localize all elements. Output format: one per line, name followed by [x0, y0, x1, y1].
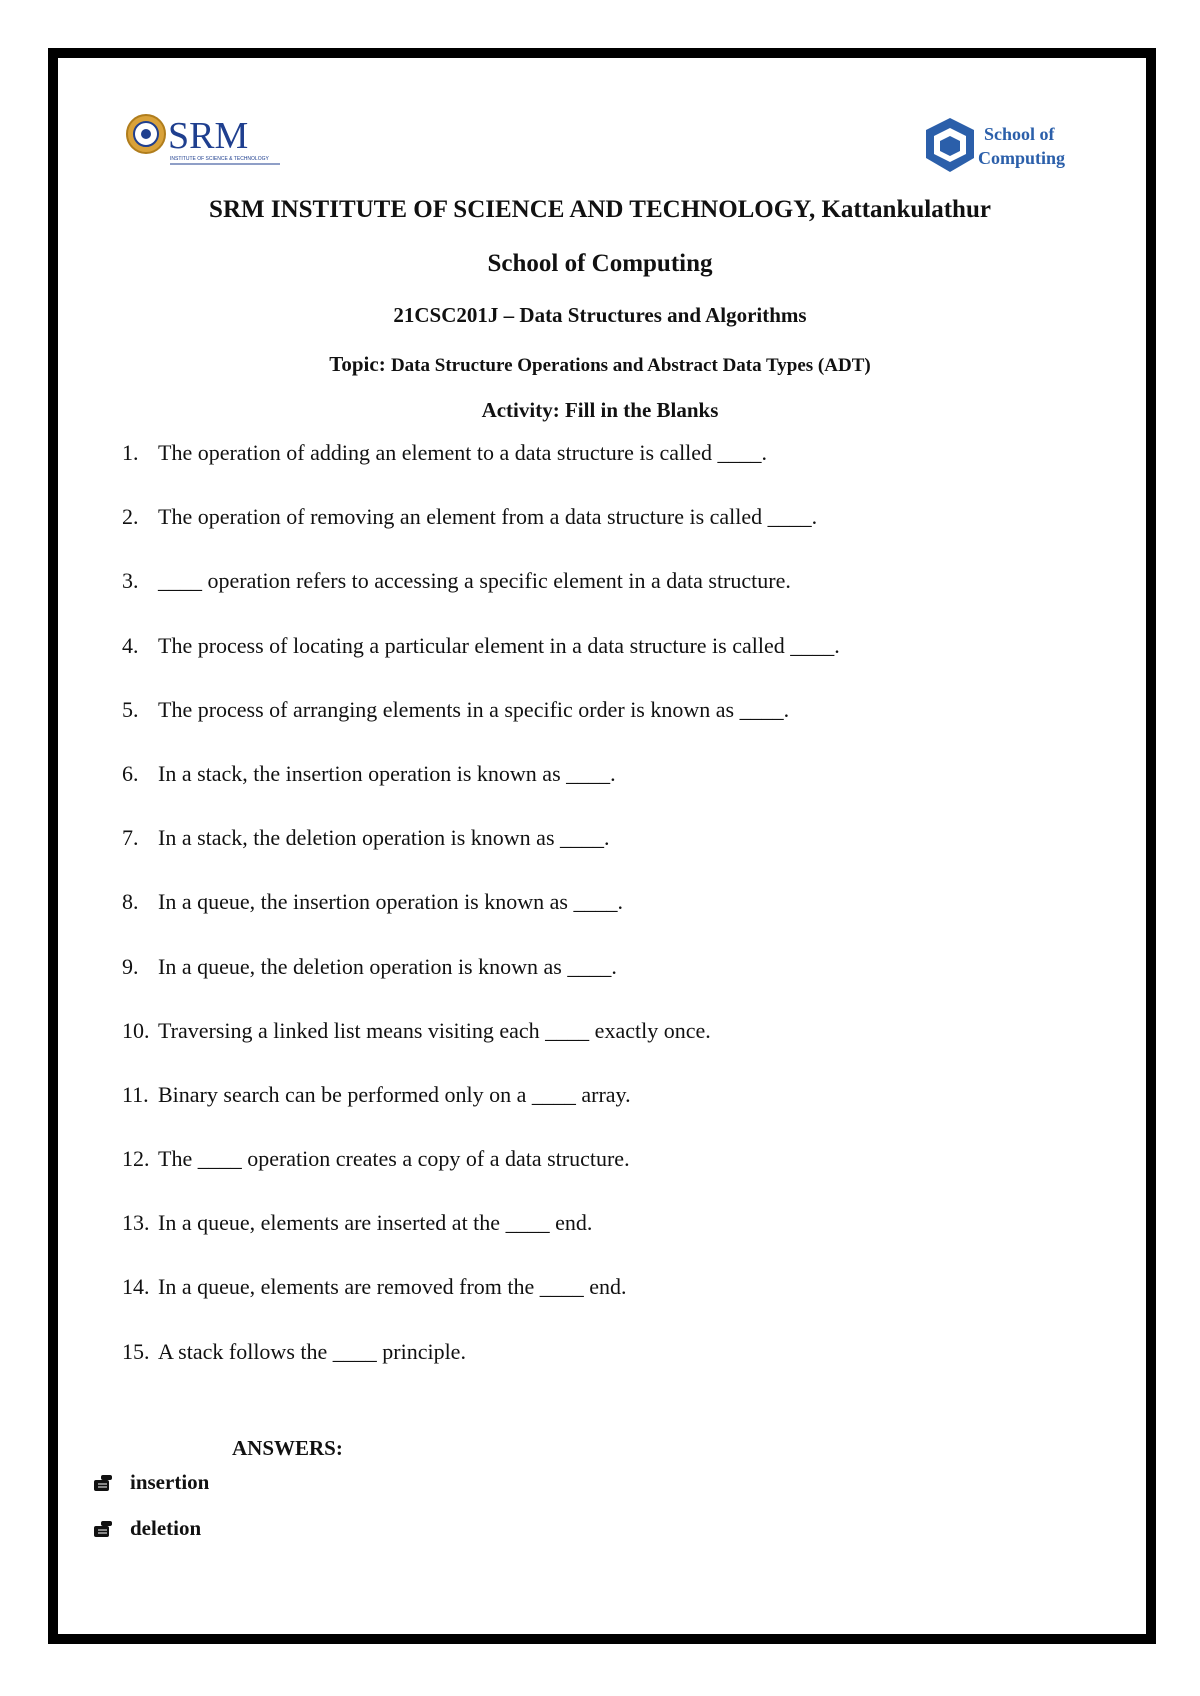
question-text: A stack follows the ____ principle. — [158, 1338, 466, 1364]
question-text: In a queue, the insertion operation is known as ____. — [158, 889, 623, 915]
school-title: School of Computing — [487, 250, 713, 277]
topic-value: Data Structure Operations and Abstract Data Types (ADT) — [390, 355, 871, 376]
topic-label: Topic: — [329, 352, 386, 376]
question-item — [122, 887, 1082, 951]
answer-item — [92, 1516, 201, 1541]
question-text: In a stack, the insertion operation is known as ____. — [158, 760, 616, 786]
question-text: In a queue, elements are inserted at the ____ end. — [158, 1210, 593, 1236]
question-number: 7. — [122, 825, 139, 851]
question-item — [122, 631, 1082, 695]
question-list — [122, 438, 1082, 1401]
answers-title: ANSWERS: — [232, 1436, 343, 1460]
school-of-computing-logo — [922, 114, 1082, 180]
institute-title: SRM INSTITUTE OF SCIENCE AND TECHNOLOGY, Kattankulathur — [209, 196, 991, 223]
question-number: 6. — [122, 760, 139, 786]
question-text: Binary search can be performed only on a ____ array. — [158, 1081, 631, 1107]
soc-logo-line2: Computing — [978, 148, 1066, 168]
question-number: 12. — [122, 1146, 150, 1172]
question-number: 2. — [122, 504, 139, 530]
question-number: 11. — [122, 1081, 149, 1107]
question-number: 9. — [122, 953, 139, 979]
question-text: The process of arranging elements in a specific order is known as ____. — [158, 696, 790, 722]
srm-logo-subtext: INSTITUTE OF SCIENCE & TECHNOLOGY — [170, 156, 269, 162]
question-number: 10. — [122, 1017, 150, 1043]
question-item — [122, 1208, 1082, 1272]
cube-icon — [926, 118, 974, 172]
question-text: The ____ operation creates a copy of a data structure. — [158, 1146, 630, 1172]
question-text: In a stack, the deletion operation is known as ____. — [158, 825, 610, 851]
question-item — [122, 823, 1082, 887]
question-item — [122, 566, 1082, 630]
question-item — [122, 1144, 1082, 1208]
answer-item — [92, 1470, 209, 1495]
question-item — [122, 1080, 1082, 1144]
answer-text: deletion — [130, 1516, 202, 1540]
question-number: 3. — [122, 568, 139, 594]
question-item — [122, 952, 1082, 1016]
pointing-hand-icon — [92, 1472, 114, 1494]
srm-logo — [124, 110, 284, 170]
question-number: 4. — [122, 632, 139, 658]
question-item — [122, 695, 1082, 759]
activity-title: Activity: Fill in the Blanks — [481, 398, 719, 422]
question-item — [122, 502, 1082, 566]
question-item — [122, 1272, 1082, 1336]
question-item — [122, 1016, 1082, 1080]
question-text: In a queue, elements are removed from the ____ end. — [158, 1274, 627, 1300]
question-number: 5. — [122, 696, 139, 722]
question-text: The operation of adding an element to a data structure is called ____. — [158, 440, 768, 465]
srm-seal-icon — [127, 115, 165, 153]
answer-text: insertion — [130, 1470, 210, 1494]
question-number: 13. — [122, 1210, 150, 1236]
question-text: The process of locating a particular element in a data structure is called ____. — [158, 632, 840, 658]
course-title: 21CSC201J – Data Structures and Algorithms — [393, 303, 807, 327]
question-text: ____ operation refers to accessing a specific element in a data structure. — [158, 568, 791, 594]
question-number: 15. — [122, 1338, 150, 1364]
soc-logo-line1: School of — [984, 124, 1055, 144]
question-text: The operation of removing an element from a data structure is called ____. — [158, 504, 818, 530]
question-item — [122, 1337, 1082, 1401]
topic-line — [60, 352, 1140, 377]
question-number: 14. — [122, 1274, 150, 1300]
question-number: 1. — [122, 440, 139, 465]
question-text: Traversing a linked list means visiting each ____ exactly once. — [158, 1017, 711, 1043]
question-text: In a queue, the deletion operation is known as ____. — [158, 953, 617, 979]
question-item — [122, 759, 1082, 823]
question-item — [122, 438, 1082, 502]
pointing-hand-icon — [92, 1518, 114, 1540]
question-number: 8. — [122, 889, 139, 915]
srm-logo-text: SRM — [168, 115, 249, 157]
